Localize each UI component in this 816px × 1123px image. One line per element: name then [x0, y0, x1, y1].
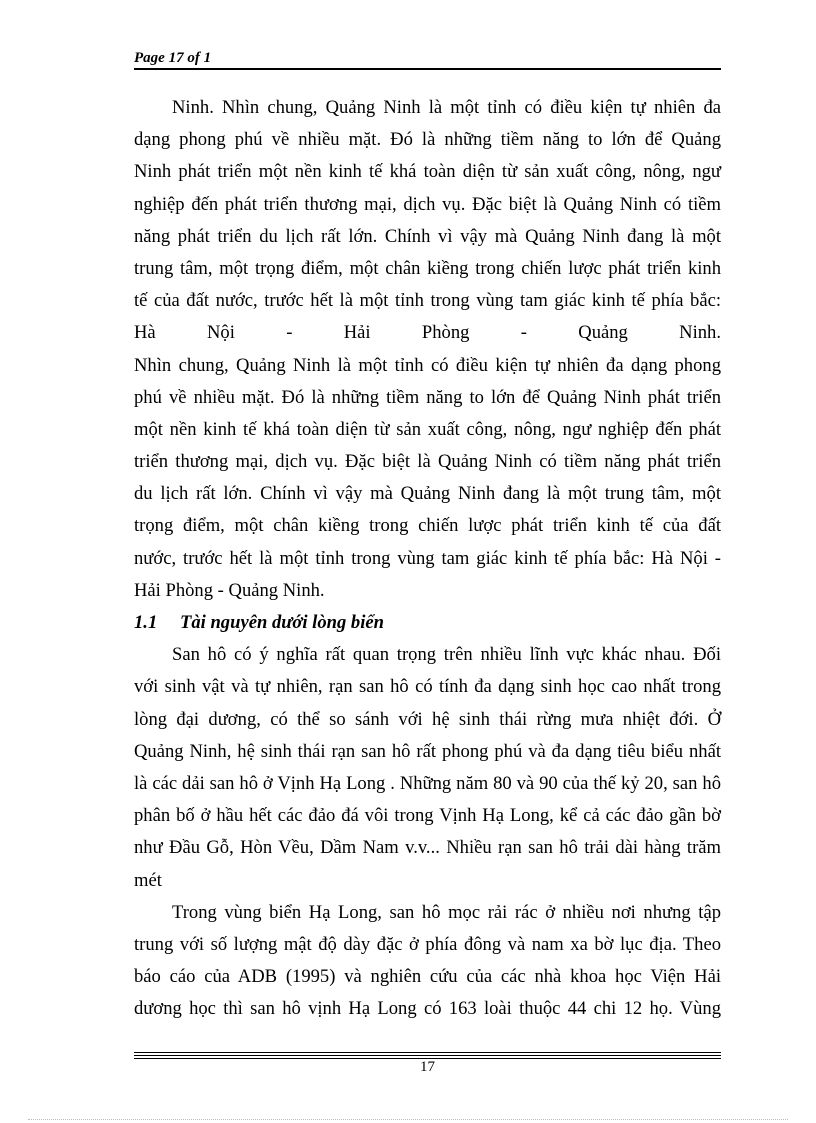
text-line: Trong vùng biển Hạ Long, san hô mọc rải rác ở nhiều nơi nhưng tập — [172, 901, 721, 923]
text-line: một nền kinh tế khá toàn diện từ sản xuất công, nông, ngư nghiệp đến phát — [134, 418, 721, 440]
text-line: Ninh. Nhìn chung, Quảng Ninh là một tỉnh có điều kiện tự nhiên đa — [172, 97, 721, 118]
document-body — [134, 92, 721, 1025]
text-line: Nhìn chung, Quảng Ninh là một tỉnh có điều kiện tự nhiên đa dạng phong — [134, 354, 721, 376]
paragraph-block-2 — [134, 639, 721, 1025]
section-title: Tài nguyên dưới lòng biển — [180, 612, 384, 633]
text-line: trung với số lượng mật độ dày đặc ở phía đông và nam xa bờ lục địa. Theo — [134, 933, 721, 955]
text-line: trung tâm, một trọng điểm, một chân kiềng trong chiến lược phát triển kinh — [134, 257, 721, 279]
page-bottom-border — [28, 1119, 788, 1120]
text-line: mét — [134, 869, 162, 891]
page-header: Page 17 of 1 — [134, 50, 212, 66]
text-line: nước, trước hết là một tỉnh trong vùng tam giác kinh tế phía bắc: Hà Nội - — [134, 547, 721, 569]
text-line: Hà Nội - Hải Phòng - Quảng Ninh. — [134, 322, 721, 344]
section-number: 1.1 — [134, 612, 158, 633]
text-line: phân bố ở hầu hết các đảo đá vôi trong Vịnh Hạ Long, kể cả các đảo gần bờ — [134, 805, 721, 827]
text-line: dạng phong phú về nhiều mặt. Đó là những tiềm năng to lớn để Quảng — [134, 129, 721, 151]
text-line: báo cáo của ADB (1995) và nghiên cứu của các nhà khoa học Viện Hải — [134, 966, 721, 988]
text-line: dương học thì san hô vịnh Hạ Long có 163 loài thuộc 44 chi 12 họ. Vùng — [134, 998, 721, 1020]
header-rule — [134, 68, 721, 70]
text-line: Ninh phát triển một nền kinh tế khá toàn diện từ sản xuất công, nông, ngư — [134, 161, 721, 183]
text-line: là các dải san hô ở Vịnh Hạ Long . Những năm 80 và 90 của thế kỷ 20, san hô — [134, 772, 721, 794]
text-line: Hải Phòng - Quảng Ninh. — [134, 579, 325, 601]
text-line: với sinh vật và tự nhiên, rạn san hô có tính đa dạng sinh học cao nhất trong — [134, 676, 721, 698]
text-line: tế của đất nước, trước hết là một tỉnh trong vùng tam giác kinh tế phía bắc: — [134, 290, 721, 312]
text-line: San hô có ý nghĩa rất quan trọng trên nhiều lĩnh vực khác nhau. Đối — [172, 644, 721, 666]
text-line: trọng điểm, một chân kiềng trong chiến lược phát triển kinh tế của đất — [134, 515, 721, 537]
text-line: triển thương mại, dịch vụ. Đặc biệt là Quảng Ninh có tiềm năng phát triển — [134, 451, 721, 473]
footer-rule — [134, 1055, 721, 1056]
text-line: lòng đại dương, có thể so sánh với hệ sinh thái rừng mưa nhiệt đới. Ở — [134, 708, 721, 730]
section-heading — [134, 607, 721, 639]
text-line: nghiệp đến phát triển thương mại, dịch vụ. Đặc biệt là Quảng Ninh có tiềm — [134, 193, 721, 215]
text-line: du lịch rất lớn. Chính vì vậy mà Quảng Ninh đang là một trung tâm, một — [134, 483, 721, 505]
text-line: năng phát triển du lịch rất lớn. Chính vì vậy mà Quảng Ninh đang là một — [134, 225, 721, 247]
text-line: như Đầu Gỗ, Hòn Vều, Dầm Nam v.v... Nhiều rạn san hô trải dài hàng trăm — [134, 837, 721, 859]
text-line: Quảng Ninh, hệ sinh thái rạn san hô rất phong phú và đa dạng tiêu biểu nhất — [134, 740, 721, 762]
page-number: 17 — [420, 1059, 435, 1075]
footer-rule — [134, 1052, 721, 1053]
paragraph-block-1 — [134, 92, 721, 607]
text-line: phú về nhiều mặt. Đó là những tiềm năng to lớn để Quảng Ninh phát triển — [134, 386, 721, 408]
